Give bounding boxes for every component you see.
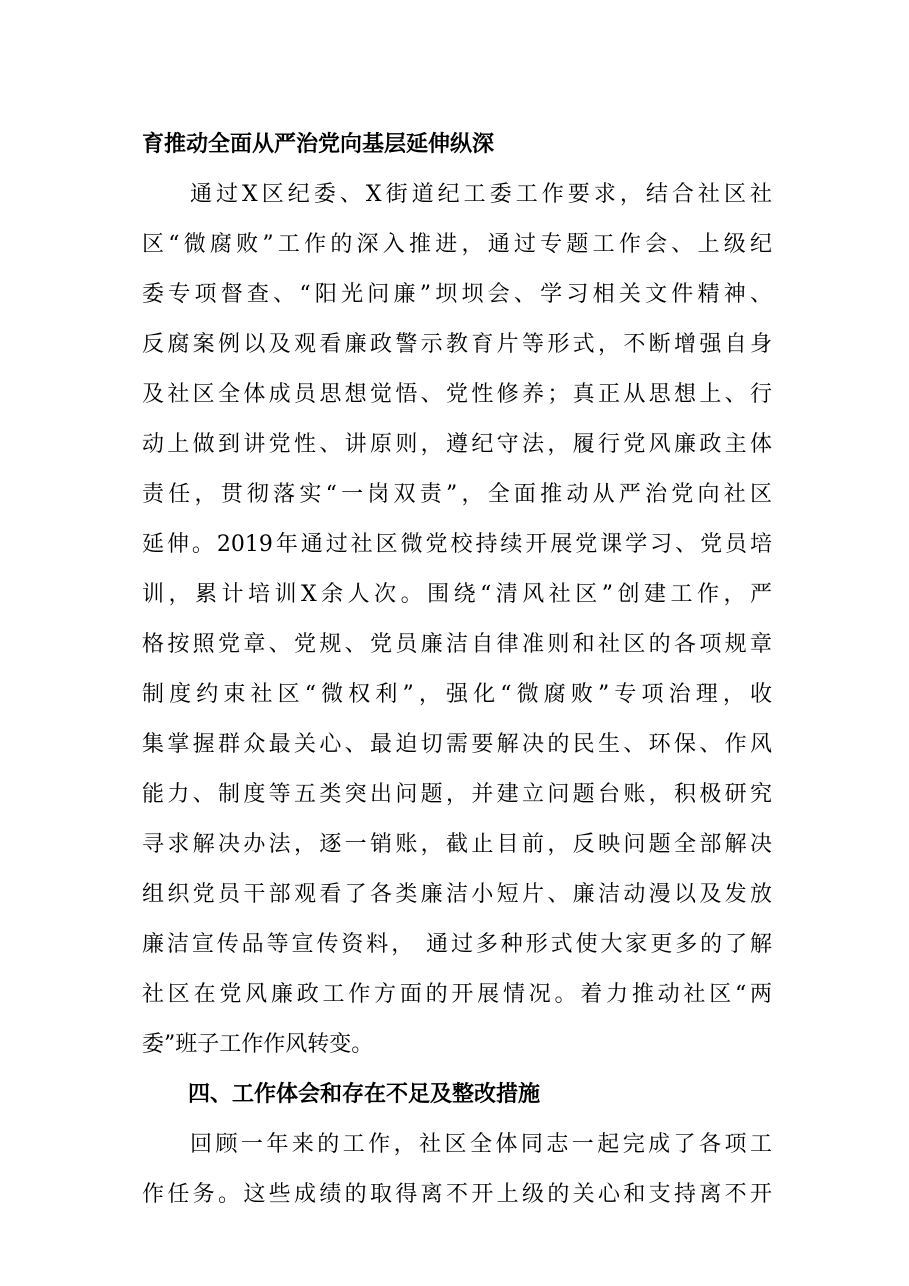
text-line: 回顾一年来的工作，社区全体同志一起完成了各项工 (190, 1132, 772, 1157)
continued-heading: 育推动全面从严治党向基层延伸纵深 (142, 132, 495, 157)
text-line: 区“微腐败”工作的深入推进，通过专题工作会、上级纪 (142, 232, 772, 257)
text-line: 能力、制度等五类突出问题，并建立问题台账，积极研究 (142, 782, 772, 807)
section-heading: 四、工作体会和存在不足及整改措施 (188, 1082, 541, 1107)
text-line: 反腐案例以及观看廉政警示教育片等形式，不断增强自身 (142, 332, 772, 357)
text-line: 格按照党章、党规、党员廉洁自律准则和社区的各项规章 (142, 632, 772, 657)
text-line: 及社区全体成员思想觉悟、党性修养；真正从思想上、行 (142, 382, 772, 407)
text-line: 动上做到讲党性、讲原则，遵纪守法，履行党风廉政主体 (142, 432, 772, 457)
paragraph-review (142, 1120, 772, 1220)
text-line: 训，累计培训X余人次。围绕“清风社区”创建工作，严 (142, 582, 772, 607)
document-body (142, 120, 772, 1220)
text-line: 委专项督查、“阳光问廉”坝坝会、学习相关文件精神、 (142, 282, 772, 307)
paragraph-discipline (142, 170, 772, 1070)
text-line: 组织党员干部观看了各类廉洁小短片、廉洁动漫以及发放 (142, 882, 772, 907)
text-line: 集掌握群众最关心、最迫切需要解决的民生、环保、作风 (142, 732, 772, 757)
text-line: 寻求解决办法，逐一销账，截止目前，反映问题全部解决 (142, 832, 772, 857)
text-line: 社区在党风廉政工作方面的开展情况。着力推动社区“两 (142, 982, 772, 1007)
text-line: 廉洁宣传品等宣传资料， 通过多种形式使大家更多的了解 (142, 932, 772, 957)
text-line: 作任务。这些成绩的取得离不开上级的关心和支持离不开 (142, 1182, 772, 1207)
text-line: 通过X区纪委、X街道纪工委工作要求，结合社区社 (190, 182, 772, 207)
text-line: 制度约束社区“微权利”，强化“微腐败”专项治理，收 (142, 682, 772, 707)
text-line: 责任，贯彻落实“一岗双责”，全面推动从严治党向社区 (142, 482, 772, 507)
text-line: 延伸。2019年通过社区微党校持续开展党课学习、党员培 (142, 532, 772, 557)
text-line: 委”班子工作作风转变。 (142, 1032, 374, 1057)
